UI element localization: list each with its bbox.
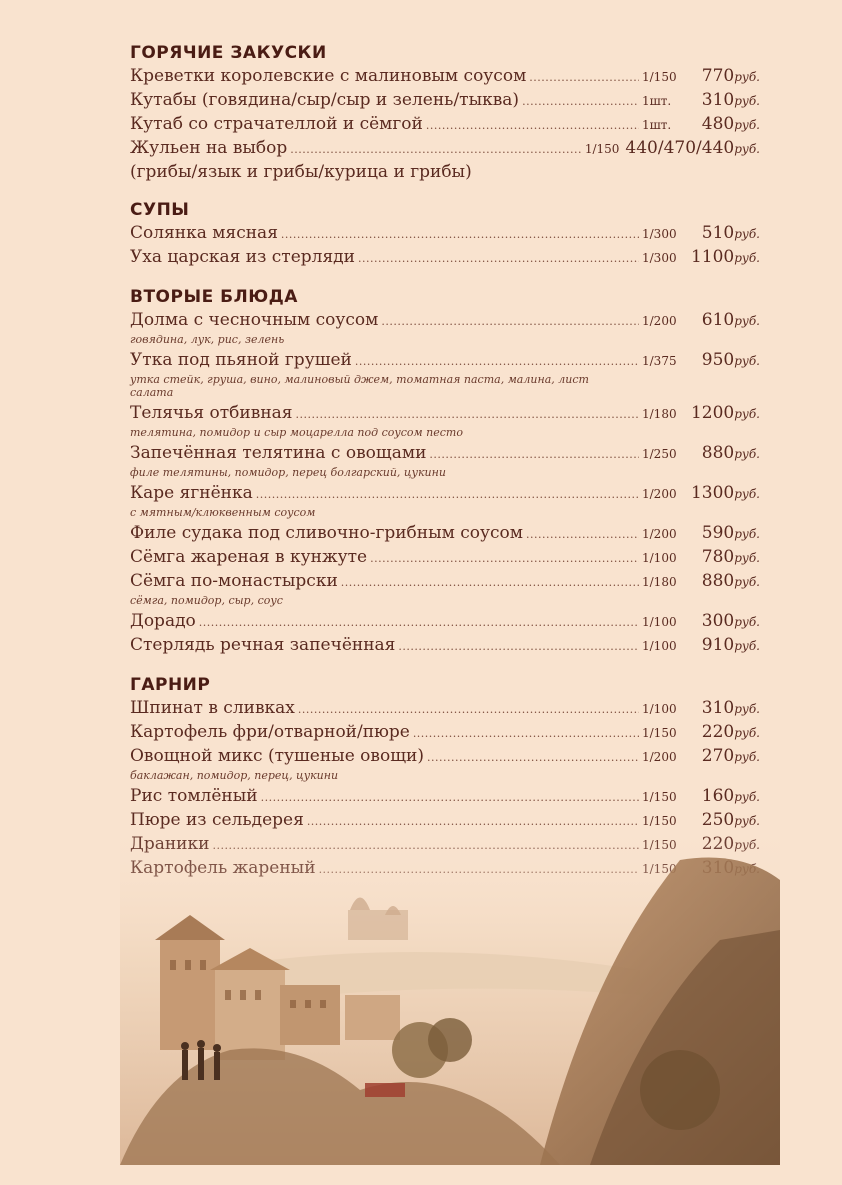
- item-price: 300руб.: [701, 611, 760, 631]
- section-title: ГАРНИР: [130, 675, 211, 695]
- leader-dots: [370, 548, 639, 570]
- leader-dots: [427, 747, 639, 769]
- item-price: 270руб.: [701, 746, 760, 766]
- item-portion: 1/300: [642, 251, 677, 265]
- item-name: Сёмга по-монастырски: [130, 571, 338, 591]
- menu-item: [130, 546, 760, 570]
- leader-dots: [522, 91, 639, 113]
- item-name: Долма с чесночным соусом: [130, 310, 379, 330]
- leader-dots: [429, 444, 639, 466]
- currency-label: руб.: [734, 487, 760, 501]
- menu-item: [130, 89, 760, 113]
- menu-item: [130, 610, 760, 634]
- item-name: Кутаб со страчателлой и сёмгой: [130, 114, 423, 134]
- item-name: Жульен на выбор: [130, 138, 288, 158]
- item-description: утка стейк, груша, вино, малиновый джем, томатная паста, малина, лист салата: [130, 373, 589, 399]
- menu-item: [130, 482, 760, 506]
- menu-item: [130, 349, 760, 373]
- currency-label: руб.: [734, 790, 760, 804]
- item-description: баклажан, помидор, перец, цукини: [130, 769, 339, 782]
- currency-label: руб.: [734, 750, 760, 764]
- item-price: 1300руб.: [690, 483, 760, 503]
- item-price: 1200руб.: [690, 403, 760, 423]
- section-hot-appetizers: [130, 42, 760, 183]
- item-price: 880руб.: [701, 443, 760, 463]
- item-name: Утка под пьяной грушей: [130, 350, 352, 370]
- currency-label: руб.: [734, 94, 760, 108]
- item-portion: 1шт.: [642, 94, 672, 108]
- leader-dots: [290, 139, 582, 161]
- item-description: филе телятины, помидор, перец болгарский, цукини: [130, 466, 446, 479]
- currency-label: руб.: [734, 551, 760, 565]
- item-name: Каре ягнёнка: [130, 483, 253, 503]
- menu-item: [130, 697, 760, 721]
- menu-item: [130, 442, 760, 466]
- item-portion: 1/150: [642, 726, 677, 740]
- currency-label: руб.: [734, 726, 760, 740]
- menu-item: [130, 222, 760, 246]
- item-portion: 1/300: [642, 227, 677, 241]
- menu-item: [130, 246, 760, 270]
- section-title: СУПЫ: [130, 200, 190, 220]
- item-price: 910руб.: [701, 635, 760, 655]
- item-portion: 1/200: [642, 314, 677, 328]
- menu-item: [130, 721, 760, 745]
- item-name: Рис томлёный: [130, 786, 258, 806]
- item-portion: 1/100: [642, 639, 677, 653]
- item-price: 770руб.: [701, 66, 760, 86]
- currency-label: руб.: [734, 447, 760, 461]
- item-description: говядина, лук, рис, зелень: [130, 333, 285, 346]
- item-description: сёмга, помидор, сыр, соус: [130, 594, 283, 607]
- item-price: 310руб.: [701, 90, 760, 110]
- item-price: 880руб.: [701, 571, 760, 591]
- item-portion: 1/250: [642, 447, 677, 461]
- item-portion: 1/200: [642, 750, 677, 764]
- item-name: Телячья отбивная: [130, 403, 293, 423]
- menu-item: [130, 402, 760, 426]
- menu-item: [130, 65, 760, 89]
- currency-label: руб.: [734, 227, 760, 241]
- section-main-courses: [130, 286, 760, 658]
- item-name: Дорадо: [130, 611, 196, 631]
- menu-item: [130, 745, 760, 769]
- item-options: (грибы/язык и грибы/курица и грибы): [130, 162, 472, 182]
- currency-label: руб.: [734, 314, 760, 328]
- leader-dots: [381, 311, 639, 333]
- item-portion: 1/100: [642, 702, 677, 716]
- item-price: 480руб.: [701, 114, 760, 134]
- item-portion: 1/180: [642, 575, 677, 589]
- item-price: 510руб.: [701, 223, 760, 243]
- item-name: Шпинат в сливках: [130, 698, 295, 718]
- item-portion: 1/375: [642, 354, 677, 368]
- item-name: Сёмга жареная в кунжуте: [130, 547, 368, 567]
- currency-label: руб.: [734, 615, 760, 629]
- section-title: ГОРЯЧИЕ ЗАКУСКИ: [130, 43, 327, 63]
- currency-label: руб.: [734, 575, 760, 589]
- item-description: телятина, помидор и сыр моцарелла под соусом песто: [130, 426, 463, 439]
- currency-label: руб.: [734, 527, 760, 541]
- item-portion: 1/200: [642, 487, 677, 501]
- item-price: 220руб.: [701, 722, 760, 742]
- item-name: Картофель фри/отварной/пюре: [130, 722, 410, 742]
- leader-dots: [261, 787, 639, 809]
- currency-label: руб.: [734, 70, 760, 84]
- item-name: Кутабы (говядина/сыр/сыр и зелень/тыква): [130, 90, 520, 110]
- currency-label: руб.: [734, 354, 760, 368]
- item-name: Креветки королевские с малиновым соусом: [130, 66, 527, 86]
- menu-item: [130, 522, 760, 546]
- item-portion: 1/200: [642, 527, 677, 541]
- item-portion: 1/100: [642, 551, 677, 565]
- item-portion: 1/150: [642, 790, 677, 804]
- item-price: 160руб.: [701, 786, 760, 806]
- leader-dots: [398, 636, 639, 658]
- item-portion: 1шт.: [642, 118, 672, 132]
- city-landscape-illustration: [120, 820, 780, 1165]
- item-name: Солянка мясная: [130, 223, 278, 243]
- item-portion: 1/180: [642, 407, 677, 421]
- currency-label: руб.: [734, 142, 760, 156]
- leader-dots: [529, 67, 639, 89]
- item-price: 950руб.: [701, 350, 760, 370]
- menu-content: [130, 42, 760, 897]
- item-price: 1100руб.: [690, 247, 760, 267]
- currency-label: руб.: [734, 251, 760, 265]
- leader-dots: [281, 224, 639, 246]
- leader-dots: [298, 699, 639, 721]
- currency-label: руб.: [734, 702, 760, 716]
- currency-label: руб.: [734, 118, 760, 132]
- item-portion: 1/150: [642, 70, 677, 84]
- currency-label: руб.: [734, 407, 760, 421]
- currency-label: руб.: [734, 639, 760, 653]
- leader-dots: [296, 404, 639, 426]
- leader-dots: [426, 115, 639, 137]
- item-description: с мятным/клюквенным соусом: [130, 506, 316, 519]
- item-name: Стерлядь речная запечённая: [130, 635, 396, 655]
- section-soups: [130, 199, 760, 270]
- leader-dots: [358, 248, 639, 270]
- menu-item: [130, 137, 760, 161]
- item-price: 310руб.: [701, 698, 760, 718]
- leader-dots: [355, 351, 639, 373]
- item-price: 440/470/440руб.: [625, 138, 760, 158]
- menu-item: [130, 309, 760, 333]
- item-portion: 1/150: [584, 142, 620, 156]
- leader-dots: [526, 524, 639, 546]
- section-title: ВТОРЫЕ БЛЮДА: [130, 287, 298, 307]
- item-name: Запечённая телятина с овощами: [130, 443, 427, 463]
- item-name: Филе судака под сливочно-грибным соусом: [130, 523, 524, 543]
- item-price: 610руб.: [701, 310, 760, 330]
- item-name: Овощной микс (тушеные овощи): [130, 746, 424, 766]
- menu-item: [130, 113, 760, 137]
- item-price: 780руб.: [701, 547, 760, 567]
- menu-item: [130, 634, 760, 658]
- item-portion: 1/100: [642, 615, 677, 629]
- item-price: 590руб.: [701, 523, 760, 543]
- leader-dots: [413, 723, 639, 745]
- leader-dots: [341, 572, 639, 594]
- item-name: Уха царская из стерляди: [130, 247, 355, 267]
- menu-item: [130, 570, 760, 594]
- leader-dots: [199, 612, 639, 634]
- leader-dots: [256, 484, 639, 506]
- menu-item: [130, 785, 760, 809]
